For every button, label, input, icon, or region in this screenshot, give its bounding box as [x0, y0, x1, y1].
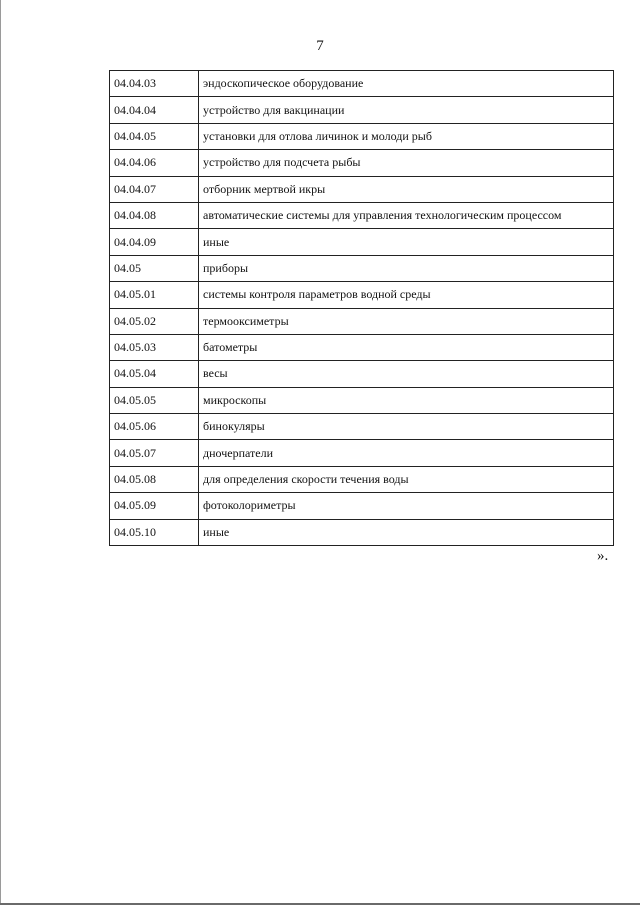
page-number: 7	[316, 38, 324, 54]
row-code-cell: 04.04.03	[110, 71, 199, 97]
row-name-cell: отборник мертвой икры	[199, 176, 614, 202]
row-code-cell: 04.04.05	[110, 123, 199, 149]
row-code-cell: 04.05.05	[110, 387, 199, 413]
table-row	[110, 519, 614, 545]
row-code-cell: 04.04.07	[110, 176, 199, 202]
row-code-cell: 04.05.03	[110, 334, 199, 360]
row-name-cell: иные	[199, 519, 614, 545]
row-name-cell: весы	[199, 361, 614, 387]
table-row	[110, 308, 614, 334]
scan-left-edge	[0, 0, 1, 905]
table-row	[110, 440, 614, 466]
row-name-cell: установки для отлова личинок и молоди рыб	[199, 123, 614, 149]
table-row	[110, 387, 614, 413]
row-name-cell: устройство для вакцинации	[199, 97, 614, 123]
row-name-cell: бинокуляры	[199, 414, 614, 440]
row-name-cell: дночерпатели	[199, 440, 614, 466]
row-code-cell: 04.05.07	[110, 440, 199, 466]
row-code-cell: 04.05.10	[110, 519, 199, 545]
row-code-cell: 04.04.09	[110, 229, 199, 255]
row-name-cell: приборы	[199, 255, 614, 281]
row-code-cell: 04.04.04	[110, 97, 199, 123]
table-row	[110, 71, 614, 97]
row-name-cell: фотоколориметры	[199, 493, 614, 519]
row-code-cell: 04.04.08	[110, 202, 199, 228]
table-row	[110, 150, 614, 176]
row-code-cell: 04.04.06	[110, 150, 199, 176]
classification-table	[109, 70, 614, 546]
table-row	[110, 255, 614, 281]
row-code-cell: 04.05.09	[110, 493, 199, 519]
row-name-cell: термооксиметры	[199, 308, 614, 334]
row-code-cell: 04.05.02	[110, 308, 199, 334]
row-code-cell: 04.05.04	[110, 361, 199, 387]
table-row	[110, 361, 614, 387]
table-row	[110, 334, 614, 360]
row-code-cell: 04.05	[110, 255, 199, 281]
row-name-cell: иные	[199, 229, 614, 255]
table-row	[110, 123, 614, 149]
row-name-cell: устройство для подсчета рыбы	[199, 150, 614, 176]
row-code-cell: 04.05.06	[110, 414, 199, 440]
table-row	[110, 202, 614, 228]
row-code-cell: 04.05.08	[110, 466, 199, 492]
table-row	[110, 229, 614, 255]
row-name-cell: микроскопы	[199, 387, 614, 413]
closing-quote-mark: ».	[597, 548, 609, 564]
row-name-cell: эндоскопическое оборудование	[199, 71, 614, 97]
table-row	[110, 493, 614, 519]
row-name-cell: автоматические системы для управления технологическим процессом	[199, 202, 614, 228]
table-row	[110, 466, 614, 492]
table-row	[110, 176, 614, 202]
row-name-cell: для определения скорости течения воды	[199, 466, 614, 492]
row-name-cell: батометры	[199, 334, 614, 360]
table-body	[110, 71, 614, 546]
table-row	[110, 414, 614, 440]
table-row	[110, 97, 614, 123]
row-name-cell: системы контроля параметров водной среды	[199, 282, 614, 308]
table-row	[110, 282, 614, 308]
row-code-cell: 04.05.01	[110, 282, 199, 308]
